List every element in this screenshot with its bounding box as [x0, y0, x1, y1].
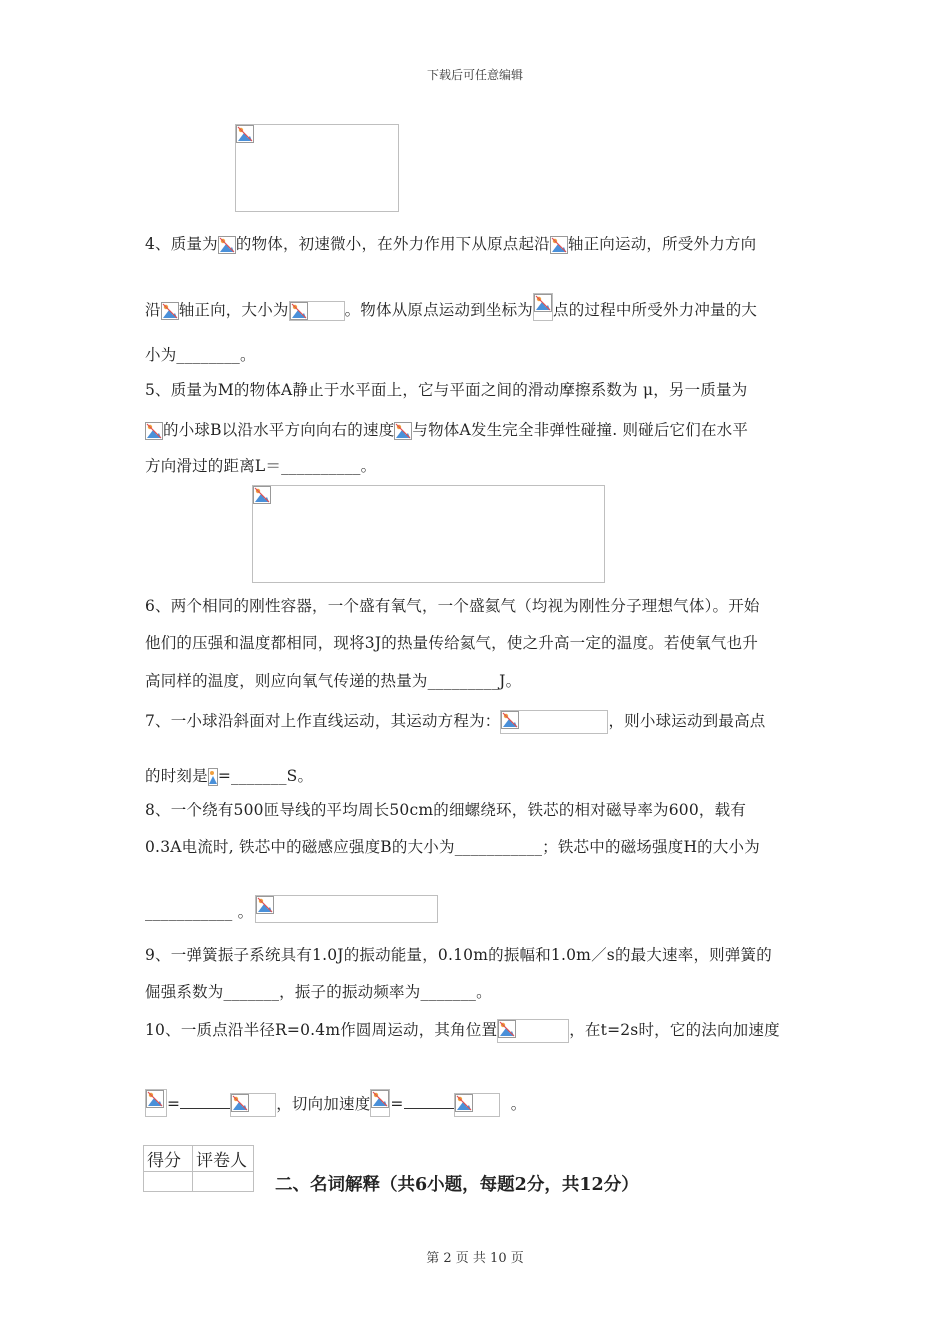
formula-image	[161, 302, 179, 320]
grader-cell	[193, 1172, 254, 1192]
q6-line-1: 6、两个相同的刚性容器，一个盛有氧气，一个盛氦气（均视为刚性分子理想气体）。开始	[145, 597, 760, 615]
broken-image-icon	[371, 1090, 389, 1108]
broken-image-icon	[236, 125, 254, 143]
formula-image	[218, 236, 236, 254]
formula-image	[394, 422, 412, 440]
formula-image	[255, 895, 438, 923]
q5-line-3: 方向滑过的距离L＝__________。	[145, 457, 377, 475]
q8-line-2: 0.3A电流时, 铁芯中的磁感应强度B的大小为___________；铁芯中的磁场强度H的大小为	[145, 838, 760, 856]
broken-image-icon	[145, 422, 163, 440]
broken-image-icon	[501, 711, 519, 729]
q6-line-2: 他们的压强和温度都相同，现将3J的热量传给氦气，使之升高一定的温度。若使氧气也升	[145, 634, 759, 652]
score-header: 得分	[144, 1146, 193, 1172]
broken-image-icon	[290, 302, 308, 320]
formula-image	[497, 1019, 569, 1043]
formula-image	[208, 768, 218, 786]
q4-line-2: 沿 轴正向，大小为 。物体从原点运动到坐标为 点的过程中所受外力冲量的大	[145, 293, 757, 321]
score-table	[143, 1145, 254, 1192]
broken-image-icon	[253, 486, 271, 504]
broken-image-icon	[534, 294, 552, 312]
q8-line-3: ___________ 。	[145, 895, 438, 923]
answer-blank	[180, 1092, 230, 1109]
q4-line-3: 小为________。	[145, 346, 256, 364]
q7-line-1: 7、一小球沿斜面对上作直线运动，其运动方程为： ，则小球运动到最高点	[145, 710, 765, 734]
broken-image-icon	[218, 236, 236, 254]
formula-image	[550, 236, 568, 254]
broken-image-icon	[161, 302, 179, 320]
broken-image-icon	[550, 236, 568, 254]
formula-image	[289, 301, 345, 321]
formula-image	[230, 1093, 276, 1117]
formula-image	[145, 422, 163, 440]
formula-image	[370, 1089, 390, 1117]
grader-header: 评卷人	[193, 1146, 254, 1172]
broken-image-icon	[231, 1094, 249, 1112]
broken-image-icon	[146, 1090, 164, 1108]
q9-line-2: 倔强系数为_______，振子的振动频率为_______。	[145, 983, 492, 1001]
score-cell	[144, 1172, 193, 1192]
q5-line-2: 的小球B以沿水平方向向右的速度 与物体A发生完全非弹性碰撞. 则碰后它们在水平	[145, 419, 748, 441]
q7-line-2: 的时刻是 =_______S。	[145, 767, 314, 785]
page-footer: 第 2 页 共 10 页	[426, 1251, 524, 1266]
q6-line-3: 高同样的温度，则应向氧气传递的热量为_________J。	[145, 672, 522, 690]
formula-image	[145, 1089, 167, 1117]
figure-placeholder-1	[235, 124, 399, 212]
q10-line-2: = ，切向加速度 = 。	[145, 1089, 526, 1117]
q8-line-1: 8、一个绕有500匝导线的平均周长50cm的细螺绕环，铁芯的相对磁导率为600，载有	[145, 801, 747, 819]
formula-image	[454, 1093, 500, 1117]
page-header: 下载后可任意编辑	[426, 68, 523, 82]
q5-line-1: 5、质量为M的物体A静止于水平面上，它与平面之间的滑动摩擦系数为 μ，另一质量为	[145, 381, 748, 399]
broken-image-icon	[498, 1020, 516, 1038]
broken-image-icon	[394, 422, 412, 440]
formula-image	[533, 293, 553, 321]
figure-placeholder-2	[252, 485, 605, 583]
q10-line-1: 10、一质点沿半径R=0.4m作圆周运动，其角位置 ，在t=2s时，它的法向加速度	[145, 1019, 780, 1043]
broken-image-icon	[455, 1094, 473, 1112]
formula-image	[500, 710, 608, 734]
broken-image-icon	[208, 768, 218, 786]
broken-image-icon	[256, 896, 274, 914]
q9-line-1: 9、一弹簧振子系统具有1.0J的振动能量，0.10m的振幅和1.0m／s的最大速率，则弹簧的	[145, 946, 772, 964]
answer-blank	[404, 1092, 454, 1109]
section-title: 二、名词解释（共6小题，每题2分，共12分）	[275, 1175, 639, 1195]
q4-line-1: 4、质量为 的物体，初速微小，在外力作用下从原点起沿 轴正向运动，所受外力方向	[145, 235, 757, 253]
